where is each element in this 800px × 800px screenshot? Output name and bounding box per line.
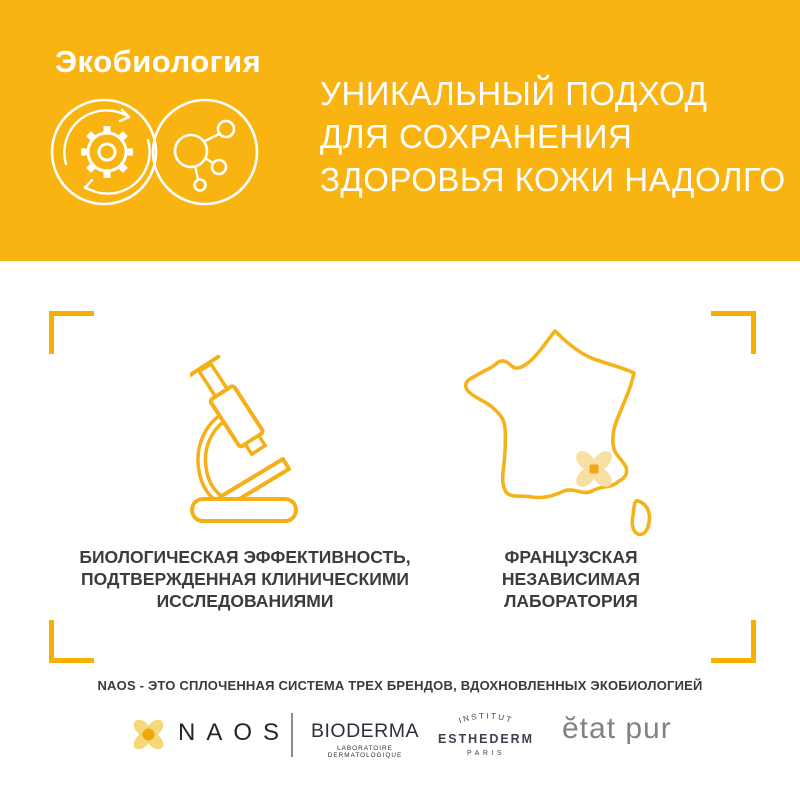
france-outline [466,331,634,498]
caption-line: ФРАНЦУЗСКАЯ [504,547,638,567]
headline-line: ДЛЯ СОХРАНЕНИЯ [320,118,633,155]
esthederm-institut-text: INSTITUT [457,711,515,726]
corsica-outline [632,501,649,535]
frame-corner-bottom-right [711,620,756,663]
cycle-gear-and-molecule-icon [50,96,260,211]
bioderma-logo [311,720,419,759]
banner-title: Экобиология [55,44,262,79]
caption-line: ИССЛЕДОВАНИЯМИ [156,591,334,611]
caption-line: ЛАБОРАТОРИЯ [504,591,638,611]
esthederm-wordmark: ESTHEDERM [438,732,534,746]
naos-tagline: NAOS - ЭТО СПЛОЧЕННАЯ СИСТЕМА ТРЕХ БРЕНДОВ, ВДОХНОВЛЕННЫХ ЭКОБИОЛОГИЕЙ [97,678,703,693]
banner [0,0,800,261]
institut-esthederm-logo [435,710,537,762]
logo-divider [291,713,293,757]
headline-line: УНИКАЛЬНЫЙ ПОДХОД [320,75,708,112]
brand-logo-row [0,705,800,765]
feature-caption-french-laboratory [441,546,701,612]
headline-line: ЗДОРОВЬЯ КОЖИ НАДОЛГО [320,161,786,198]
france-map-icon [462,328,658,542]
esthederm-paris-text: PARIS [467,750,505,757]
naos-wordmark: NAOS [178,719,291,746]
bioderma-subtitle: LABORATOIRE DERMATOLOGIQUE [327,745,403,759]
frame-corner-bottom-left [49,620,94,663]
bioderma-wordmark: BIODERMA [311,720,420,742]
frame-corner-top-right [711,311,756,354]
caption-line: БИОЛОГИЧЕСКАЯ ЭФФЕКТИВНОСТЬ, [79,547,411,567]
molecule-icon [175,121,234,191]
feature-caption-biological-effectiveness [40,546,450,612]
caption-line: НЕЗАВИСИМАЯ [501,569,641,589]
caption-line: ПОДТВЕРЖДЕННАЯ КЛИНИЧЕСКИМИ [81,569,409,589]
microscope-icon [190,348,300,525]
gear-icon [81,126,133,178]
banner-headline [320,72,786,201]
frame-corner-top-left [49,311,94,354]
naos-flower-icon [130,716,167,753]
svg-text:INSTITUT [458,711,515,725]
flower-marker-icon [572,447,615,490]
etat-pur-logo: ĕtat pur [562,712,672,745]
